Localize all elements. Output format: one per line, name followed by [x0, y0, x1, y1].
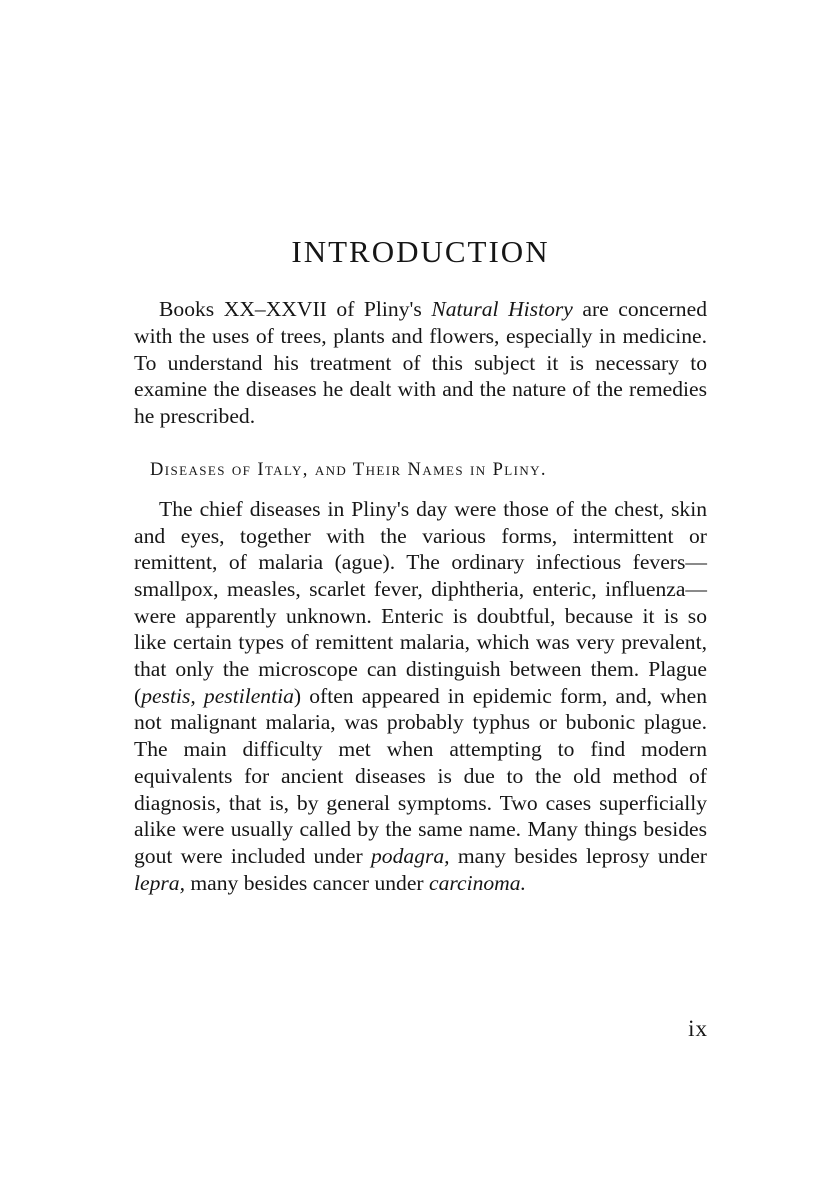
intro-paragraph: [134, 296, 707, 430]
intro-text-1: Books XX–XXVII of Pliny's: [159, 297, 432, 322]
body-italic-lepra: lepra,: [134, 870, 185, 895]
intro-text-2: are concerned with the uses of trees, plants and flowers, especially in medicine. To understand his treatment of this subject it is necessary to examine the diseases he dealt with and the nature of the remedies he prescribed.: [134, 297, 707, 429]
body-italic-carcinoma: carcinoma.: [429, 870, 526, 895]
body-italic-podagra: podagra,: [371, 843, 450, 868]
body-text-3: many besides leprosy under: [449, 843, 707, 868]
body-italic-pestis: pestis, pestilentia: [141, 683, 294, 708]
page-content: [134, 232, 707, 896]
section-heading: Diseases of Italy, and Their Names in Pliny.: [150, 459, 547, 480]
body-paragraph: [134, 496, 707, 897]
body-text-4: many besides cancer under: [184, 870, 430, 895]
intro-italic-natural-history: Natural History: [431, 297, 573, 322]
body-text-1: The chief diseases in Pliny's day were those of the chest, skin and eyes, together with the various forms, intermittent or remittent, of malaria (ague). The ordinary infectious fevers—smallpox, measles, scarlet fever, diphtheria, enteric, influenza—were apparently unknown. Enteric is doubtful, because it is so like certain types of remittent malaria, which was very prevalent, that only the microscope can distinguish between them. Plague (: [134, 496, 707, 708]
page-title: INTRODUCTION: [291, 234, 550, 269]
page-number: ix: [688, 1016, 708, 1041]
body-text-2: ) often appeared in epidemic form, and, when not malignant malaria, was probably typhus or bubonic plague. The main difficulty met when attempting to find modern equivalents for ancient diseases is due to the old method of diagnosis, that is, by general symptoms. Two cases superficially alike were usually called by the same name. Many things besides gout were included under: [134, 683, 707, 868]
